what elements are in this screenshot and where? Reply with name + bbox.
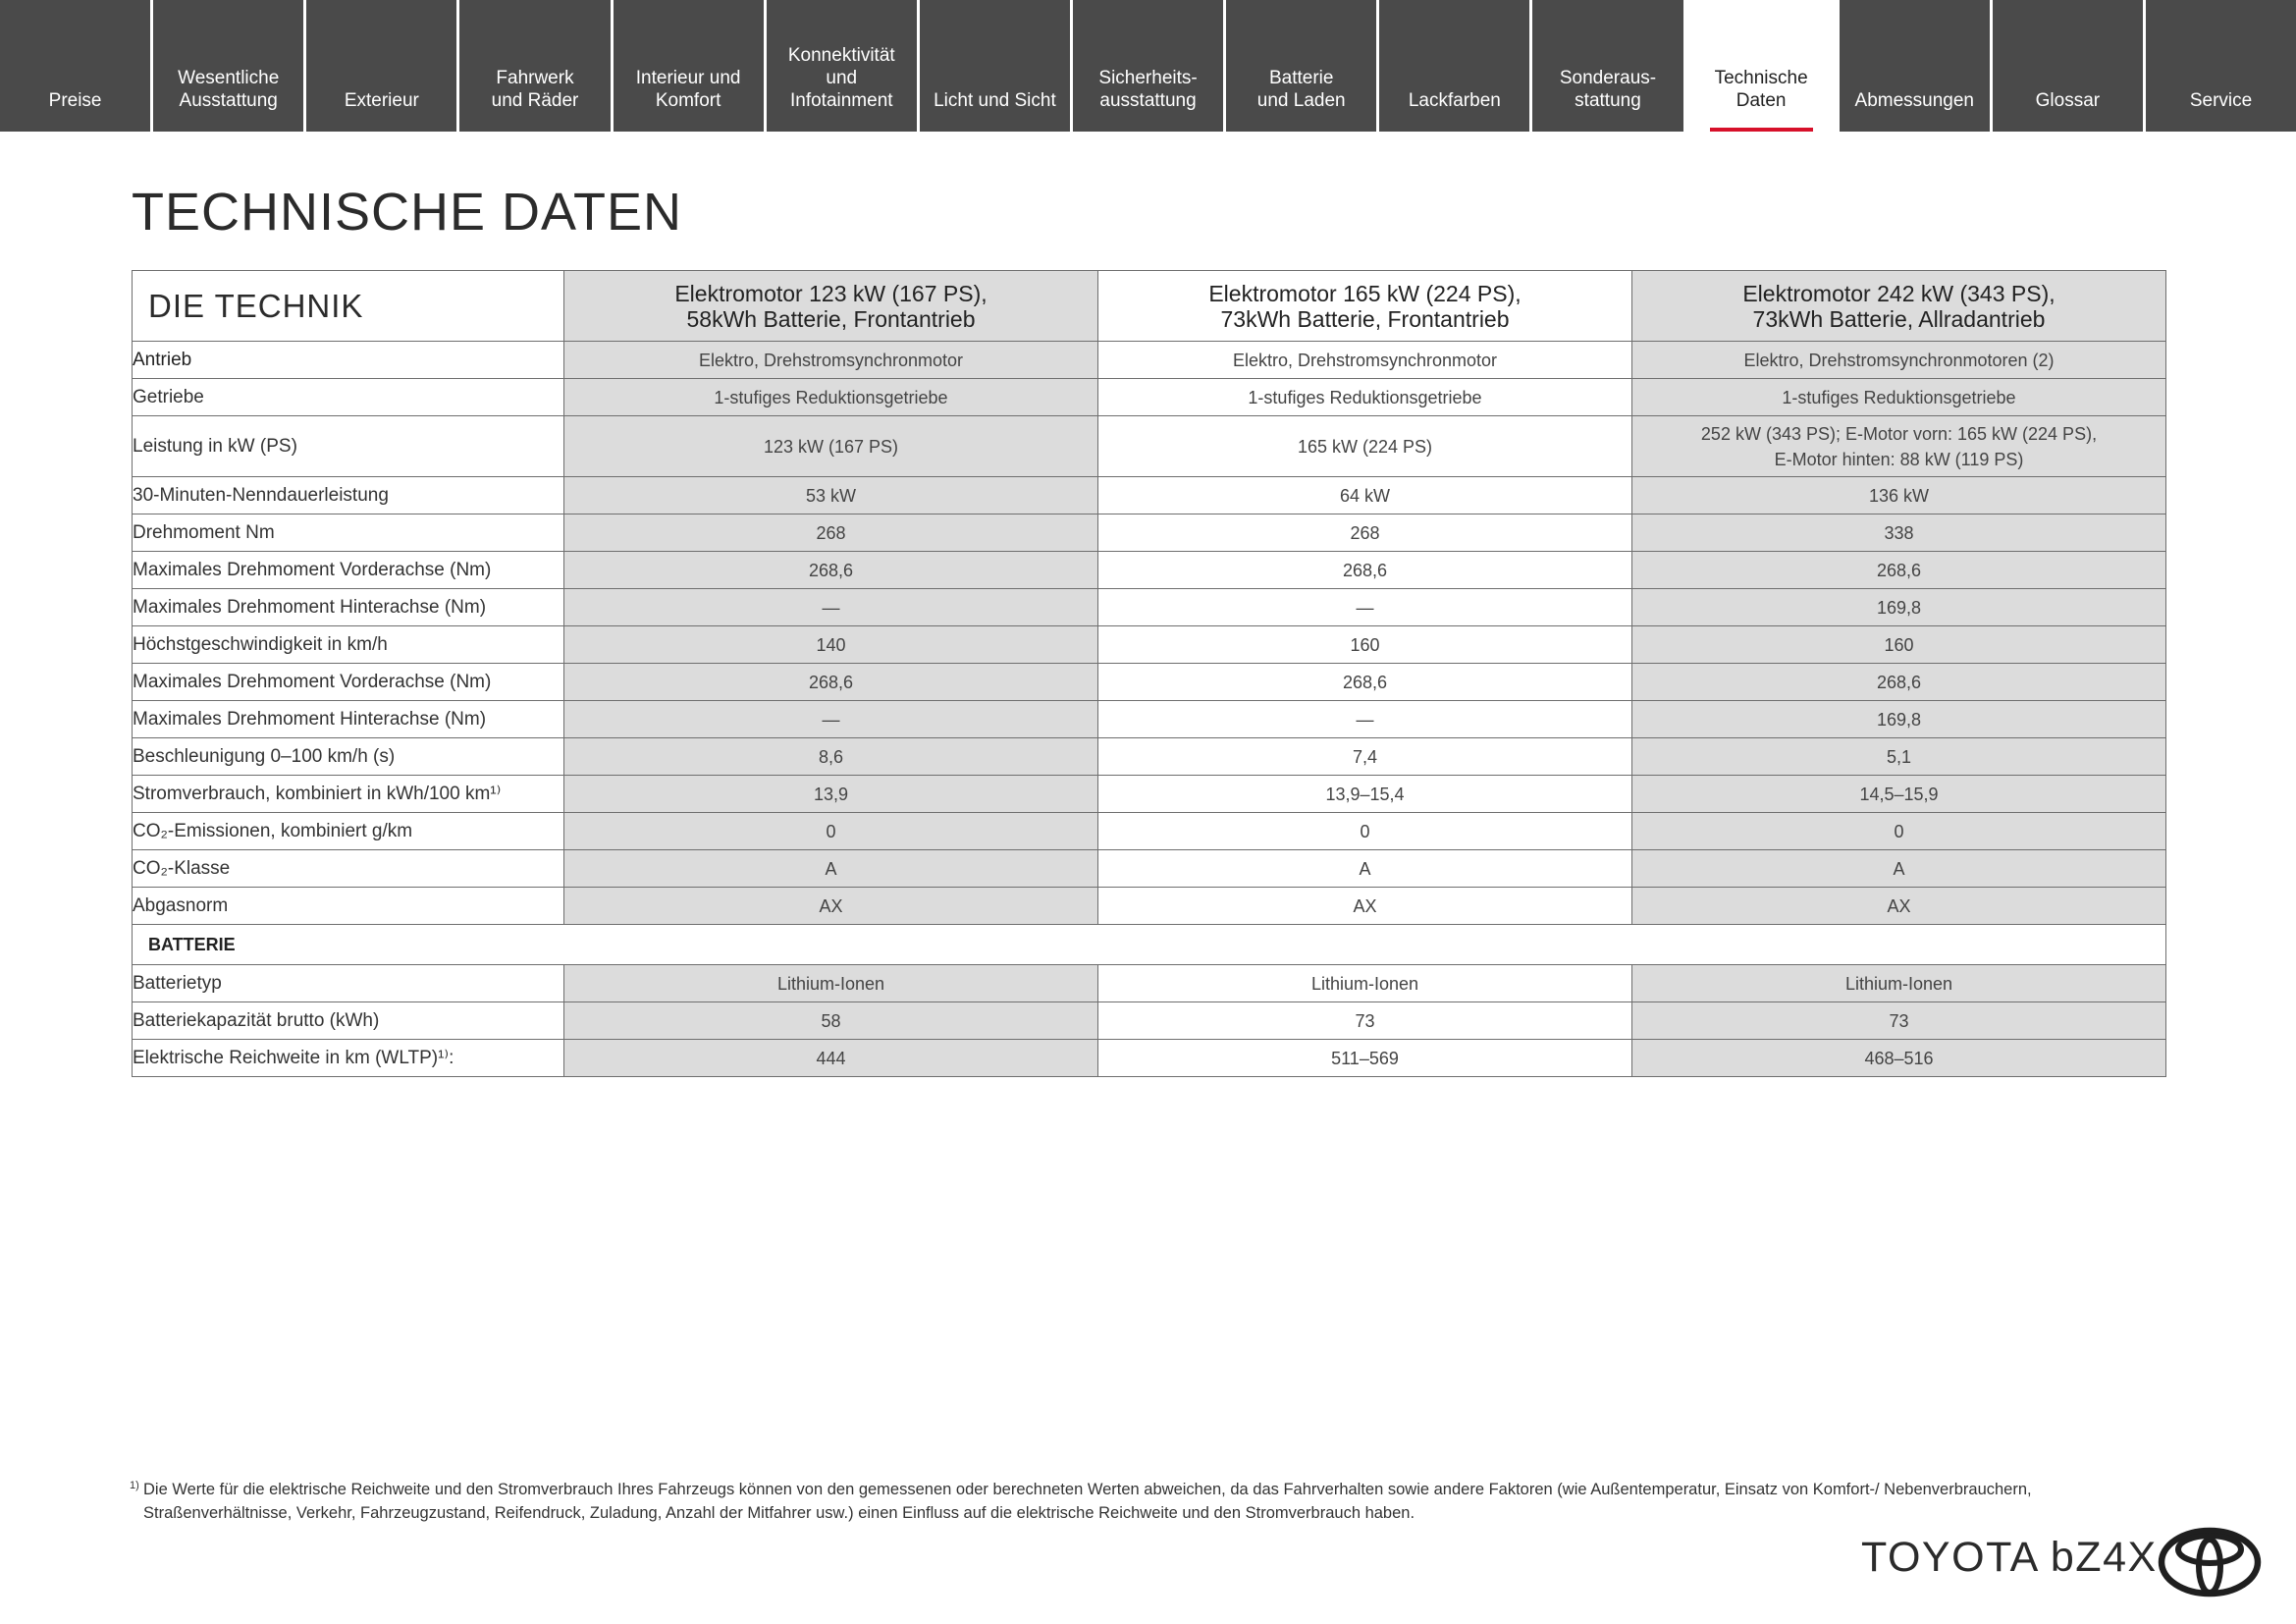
row-value: 1-stufiges Reduktionsgetriebe (564, 379, 1098, 416)
row-value: 268,6 (564, 664, 1098, 701)
row-value: 268,6 (1632, 552, 2166, 589)
table-row (133, 888, 2166, 925)
row-value: Elektro, Drehstromsynchronmotor (1098, 342, 1632, 379)
section-title-technik: DIE TECHNIK (133, 271, 564, 342)
row-value: 268,6 (1632, 664, 2166, 701)
section-title-batterie: BATTERIE (133, 925, 2166, 965)
tab-preise[interactable]: Preise (0, 0, 153, 132)
row-value: 13,9 (564, 776, 1098, 813)
tab-technische-daten[interactable]: Technische Daten (1686, 0, 1840, 132)
row-value: 13,9–15,4 (1098, 776, 1632, 813)
row-value: 136 kW (1632, 477, 2166, 514)
battery-section-row (133, 925, 2166, 965)
table-row (133, 664, 2166, 701)
tab-abmessungen[interactable]: Abmessungen (1840, 0, 1993, 132)
row-value: 444 (564, 1040, 1098, 1077)
row-value: 73 (1632, 1002, 2166, 1040)
row-label: Getriebe (133, 379, 564, 416)
row-label: Maximales Drehmoment Hinterachse (Nm) (133, 589, 564, 626)
column-header: Elektromotor 165 kW (224 PS), 73kWh Batterie, Frontantrieb (1098, 271, 1632, 342)
row-value: 0 (1632, 813, 2166, 850)
row-value: Lithium-Ionen (1632, 965, 2166, 1002)
toyota-logo-icon (2158, 1527, 2262, 1597)
row-label: CO₂-Klasse (133, 850, 564, 888)
row-value: A (1098, 850, 1632, 888)
column-header: Elektromotor 123 kW (167 PS), 58kWh Batterie, Frontantrieb (564, 271, 1098, 342)
row-value: 0 (564, 813, 1098, 850)
row-label: Maximales Drehmoment Hinterachse (Nm) (133, 701, 564, 738)
row-value: — (564, 589, 1098, 626)
row-value: 511–569 (1098, 1040, 1632, 1077)
row-label: Abgasnorm (133, 888, 564, 925)
row-label: Leistung in kW (PS) (133, 416, 564, 477)
table-row (133, 1002, 2166, 1040)
row-value: 0 (1098, 813, 1632, 850)
row-value: 5,1 (1632, 738, 2166, 776)
table-row (133, 850, 2166, 888)
table-row (133, 813, 2166, 850)
row-value: 14,5–15,9 (1632, 776, 2166, 813)
table-row (133, 738, 2166, 776)
tab-exterieur[interactable]: Exterieur (306, 0, 459, 132)
table-row (133, 589, 2166, 626)
brand-model-name: TOYOTA bZ4X (1861, 1534, 2158, 1581)
row-value: Elektro, Drehstromsynchronmotor (564, 342, 1098, 379)
row-value: Lithium-Ionen (564, 965, 1098, 1002)
row-label: Beschleunigung 0–100 km/h (s) (133, 738, 564, 776)
tab-service[interactable]: Service (2146, 0, 2296, 132)
row-value: 338 (1632, 514, 2166, 552)
row-value: A (1632, 850, 2166, 888)
row-label: Höchstgeschwindigkeit in km/h (133, 626, 564, 664)
row-value: 169,8 (1632, 701, 2166, 738)
tab-batterie-und-laden[interactable]: Batterie und Laden (1226, 0, 1379, 132)
table-row (133, 701, 2166, 738)
row-value: Lithium-Ionen (1098, 965, 1632, 1002)
column-header: Elektromotor 242 kW (343 PS), 73kWh Batterie, Allradantrieb (1632, 271, 2166, 342)
row-value: 268,6 (1098, 664, 1632, 701)
table-row (133, 379, 2166, 416)
table-header-row (133, 271, 2166, 342)
row-value: 268,6 (564, 552, 1098, 589)
row-value: 1-stufiges Reduktionsgetriebe (1632, 379, 2166, 416)
tab-fahrwerk-und-raeder[interactable]: Fahrwerk und Räder (459, 0, 613, 132)
row-value: 123 kW (167 PS) (564, 416, 1098, 477)
row-value: 252 kW (343 PS); E-Motor vorn: 165 kW (224 PS), E-Motor hinten: 88 kW (119 PS) (1632, 416, 2166, 477)
footnote-text: Die Werte für die elektrische Reichweite und den Stromverbrauch Ihres Fahrzeugs können von den gemessenen oder berechneten Werten abweichen, da das Fahrverhalten sowie andere Faktoren (wie Außentemperatur, Einsatz von Komfort-/ Nebenverbrauchern, Straßenverhältnisse, Verkehr, Fahrzeugzustand, Reifendruck, Zuladung, Anzahl der Mitfahrer usw.) einen Einfluss auf die elektrische Reichweite und den Stromverbrauch haben. (143, 1481, 2032, 1522)
row-value: A (564, 850, 1098, 888)
row-value: 64 kW (1098, 477, 1632, 514)
row-value: 169,8 (1632, 589, 2166, 626)
tab-konnektivitaet[interactable]: Konnektivität und Infotainment (767, 0, 920, 132)
row-value: — (1098, 589, 1632, 626)
row-value: AX (1632, 888, 2166, 925)
table-row (133, 477, 2166, 514)
tab-lackfarben[interactable]: Lackfarben (1379, 0, 1532, 132)
row-value: — (1098, 701, 1632, 738)
footnote-marker: 1) (130, 1480, 139, 1491)
tab-wesentliche-ausstattung[interactable]: Wesentliche Ausstattung (153, 0, 306, 132)
row-label: Batterietyp (133, 965, 564, 1002)
table-row (133, 776, 2166, 813)
row-label: Maximales Drehmoment Vorderachse (Nm) (133, 664, 564, 701)
row-value: 140 (564, 626, 1098, 664)
tab-sicherheitsausstattung[interactable]: Sicherheits- ausstattung (1073, 0, 1226, 132)
row-value: Elektro, Drehstromsynchronmotoren (2) (1632, 342, 2166, 379)
row-value: 1-stufiges Reduktionsgetriebe (1098, 379, 1632, 416)
row-value: AX (564, 888, 1098, 925)
row-value: 58 (564, 1002, 1098, 1040)
table-row (133, 1040, 2166, 1077)
row-value: 53 kW (564, 477, 1098, 514)
spec-table (132, 270, 2166, 1077)
row-value: 8,6 (564, 738, 1098, 776)
row-label: 30-Minuten-Nenndauerleistung (133, 477, 564, 514)
footnote (130, 1478, 2087, 1525)
row-value: 268 (1098, 514, 1632, 552)
table-row (133, 514, 2166, 552)
row-value: 268 (564, 514, 1098, 552)
row-label: Antrieb (133, 342, 564, 379)
table-row (133, 965, 2166, 1002)
top-navigation (0, 0, 2296, 132)
row-value: 7,4 (1098, 738, 1632, 776)
row-label: Drehmoment Nm (133, 514, 564, 552)
row-value: 160 (1098, 626, 1632, 664)
row-label: Elektrische Reichweite in km (WLTP)¹⁾: (133, 1040, 564, 1077)
row-value: 268,6 (1098, 552, 1632, 589)
table-row (133, 342, 2166, 379)
table-row (133, 552, 2166, 589)
page-title: TECHNISCHE DATEN (132, 183, 683, 242)
tab-glossar[interactable]: Glossar (1993, 0, 2146, 132)
tab-sonderausstattung[interactable]: Sonderaus- stattung (1532, 0, 1685, 132)
row-label: CO₂-Emissionen, kombiniert g/km (133, 813, 564, 850)
row-value: AX (1098, 888, 1632, 925)
row-label: Stromverbrauch, kombiniert in kWh/100 km¹⁾ (133, 776, 564, 813)
row-value: 160 (1632, 626, 2166, 664)
tab-licht-und-sicht[interactable]: Licht und Sicht (920, 0, 1073, 132)
tab-interieur-und-komfort[interactable]: Interieur und Komfort (614, 0, 767, 132)
row-label: Maximales Drehmoment Vorderachse (Nm) (133, 552, 564, 589)
row-value: 468–516 (1632, 1040, 2166, 1077)
row-value: 165 kW (224 PS) (1098, 416, 1632, 477)
table-row (133, 416, 2166, 477)
table-row (133, 626, 2166, 664)
row-label: Batteriekapazität brutto (kWh) (133, 1002, 564, 1040)
row-value: 73 (1098, 1002, 1632, 1040)
row-value: — (564, 701, 1098, 738)
